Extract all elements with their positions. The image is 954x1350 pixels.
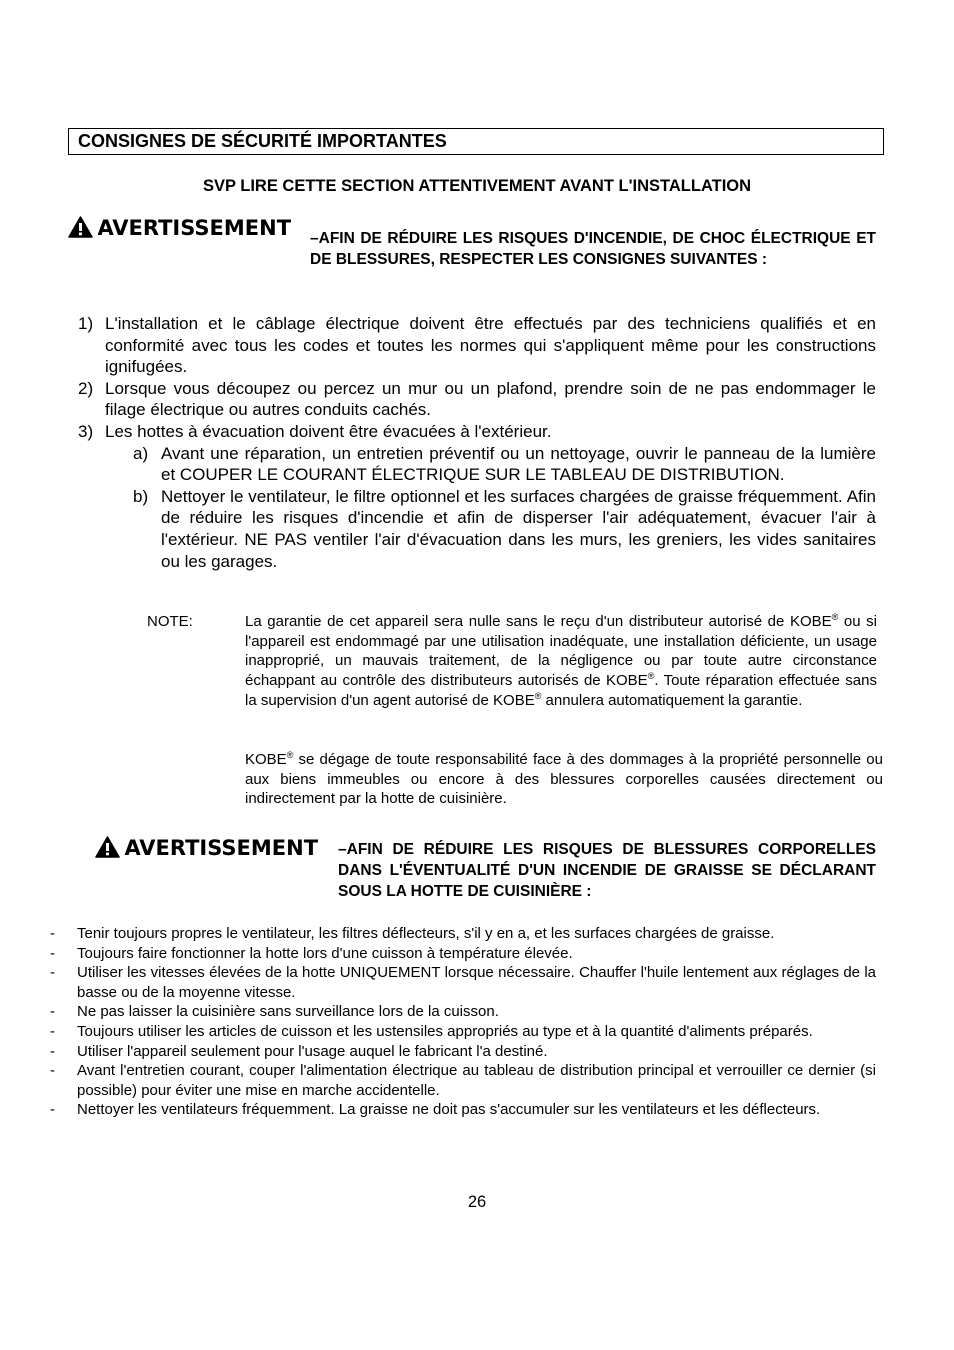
list-item [78,313,876,378]
bullet-marker: - [50,1062,55,1080]
warning-triangle-icon [68,216,93,243]
bullet-marker: - [50,1101,55,1119]
warning-block-1 [68,216,291,243]
item-text: Tenir toujours propres le ventilateur, les filtres déflecteurs, s'il y en a, et les surfaces chargées de graisse. [77,925,775,942]
item-text: Toujours utiliser les articles de cuisson et les ustensiles appropriés au type et à la quantité d'aliments préparés. [77,1022,813,1040]
item-text: L'installation et le câblage électrique doivent être effectués par des techniciens qualifiés et en conformité avec tous les codes et toutes les normes qui s'appliquent même pour les constructions ignifugées. [105,314,876,377]
item-text: Utiliser l'appareil seulement pour l'usage auquel le fabricant l'a destiné. [77,1042,548,1060]
list-item [78,486,876,572]
registered-mark: ® [286,750,294,760]
note-body [245,612,877,711]
section-title: CONSIGNES DE SÉCURITÉ IMPORTANTES [68,128,884,155]
warning-text: –AFIN DE RÉDUIRE LES RISQUES DE BLESSURES CORPORELLES DANS L'ÉVENTUALITÉ D'UN INCENDIE DE GRAISSE SE DÉCLARANT SOUS LA HOTTE DE CUISINIÈRE : [338,841,876,900]
warning-triangle-icon [95,836,120,863]
note-text: La garantie de cet appareil sera nulle sans le reçu d'un distributeur autorisé de [245,613,790,630]
item-text: Les hottes à évacuation doivent être évacuées à l'extérieur. [105,421,552,441]
warning-label: AVERTISSEMENT [97,216,292,240]
item-number: 3) [78,421,94,441]
bullet-marker: - [50,925,55,942]
item-letter: a) [133,443,149,463]
bullet-marker: - [50,964,55,982]
instruction-list [78,313,876,572]
item-text: Nettoyer le ventilateur, le filtre optionnel et les surfaces chargées de graisse fréquemment. Afin de réduire les risques d'incendie et afin de disperser l'air adéquatement, évacuer l'air à l'extérieur. NE PAS ventiler l'air d'évacuation dans les murs, les greniers, les vides sanitaires ou les garages. [161,486,876,571]
brand-name: KOBE [245,751,287,768]
note-text: se dégage de toute responsabilité face à des dommages à la propriété personnelle ou aux biens immeubles ou encore à des blessures corporelles causées directement ou indirectement par la hotte de cuisinière. [245,751,883,808]
item-text: Avant l'entretien courant, couper l'alimentation électrique au tableau de distribution principal et verrouiller ce dernier (si possible) pour éviter une mise en marche accidentelle. [77,1062,876,1099]
list-item [50,944,876,964]
list-item [78,421,876,443]
note-paragraph [245,750,883,809]
registered-mark: ® [534,690,542,701]
registered-mark: ® [647,671,655,682]
warning-label: AVERTISSEMENT [124,836,319,860]
item-text: Utiliser les vitesses élevées de la hotte UNIQUEMENT lorsque nécessaire. Chauffer l'huile lentement aux réglages de la basse ou de la moyenne vitesse. [77,964,876,1001]
item-number: 1) [78,314,94,333]
list-item [50,1061,876,1100]
item-text: Lorsque vous découpez ou percez un mur ou un plafond, prendre soin de ne pas endommager le filage électrique ou autres conduits cachés. [105,378,876,420]
note-label: NOTE: [147,613,193,630]
item-text: Toujours faire fonctionner la hotte lors d'une cuisson à température élevée. [77,944,573,962]
bullet-marker: - [50,1022,55,1040]
list-item [50,1002,876,1022]
note-text: annulera automatiquement la garantie. [541,691,803,709]
item-text: Ne pas laisser la cuisinière sans surveillance lors de la cuisson. [77,1003,499,1021]
list-item [50,1022,876,1042]
warning-block-2 [95,836,318,863]
section-subtitle: SVP LIRE CETTE SECTION ATTENTIVEMENT AVANT L'INSTALLATION [202,177,752,195]
list-item [78,443,876,486]
item-text: Avant une réparation, un entretien préventif ou un nettoyage, ouvrir le panneau de la lumière et COUPER LE COURANT ÉLECTRIQUE SUR LE TABLEAU DE DISTRIBUTION. [161,443,876,485]
note-text: . Toute réparation effectuée sans la supervision d'un agent autorisé de [245,672,877,709]
brand-name: KOBE [789,613,832,630]
list-item [50,924,876,944]
note-text: ou si l'appareil est endommagé par une utilisation inadéquate, une installation déficiente, un usage inapproprié, un mauvais traitement, de la négligence ou par toute autre circonstance échappant au contrôle des distributeurs autorisés de [245,613,877,690]
bullet-marker: - [50,944,55,962]
note-body-2 [245,750,883,809]
bullet-marker: - [50,1042,55,1060]
list-item [50,1042,876,1062]
brand-name: KOBE [493,691,535,709]
note-paragraph [245,612,877,711]
registered-mark: ® [831,612,839,622]
page-number: 26 [467,1193,487,1211]
list-item [78,378,876,421]
list-item [50,1100,876,1120]
item-text: Nettoyer les ventilateurs fréquemment. La graisse ne doit pas s'accumuler sur les ventilateurs et les déflecteurs. [77,1101,821,1119]
brand-name: KOBE [606,672,648,690]
warning-text: –AFIN DE RÉDUIRE LES RISQUES D'INCENDIE, DE CHOC ÉLECTRIQUE ET DE BLESSURES, RESPECTER LES CONSIGNES SUIVANTES : [310,230,876,268]
bullet-marker: - [50,1003,55,1021]
item-number: 2) [78,378,94,398]
safety-bullet-list [50,924,876,1120]
item-letter: b) [133,486,149,506]
list-item [50,963,876,1002]
